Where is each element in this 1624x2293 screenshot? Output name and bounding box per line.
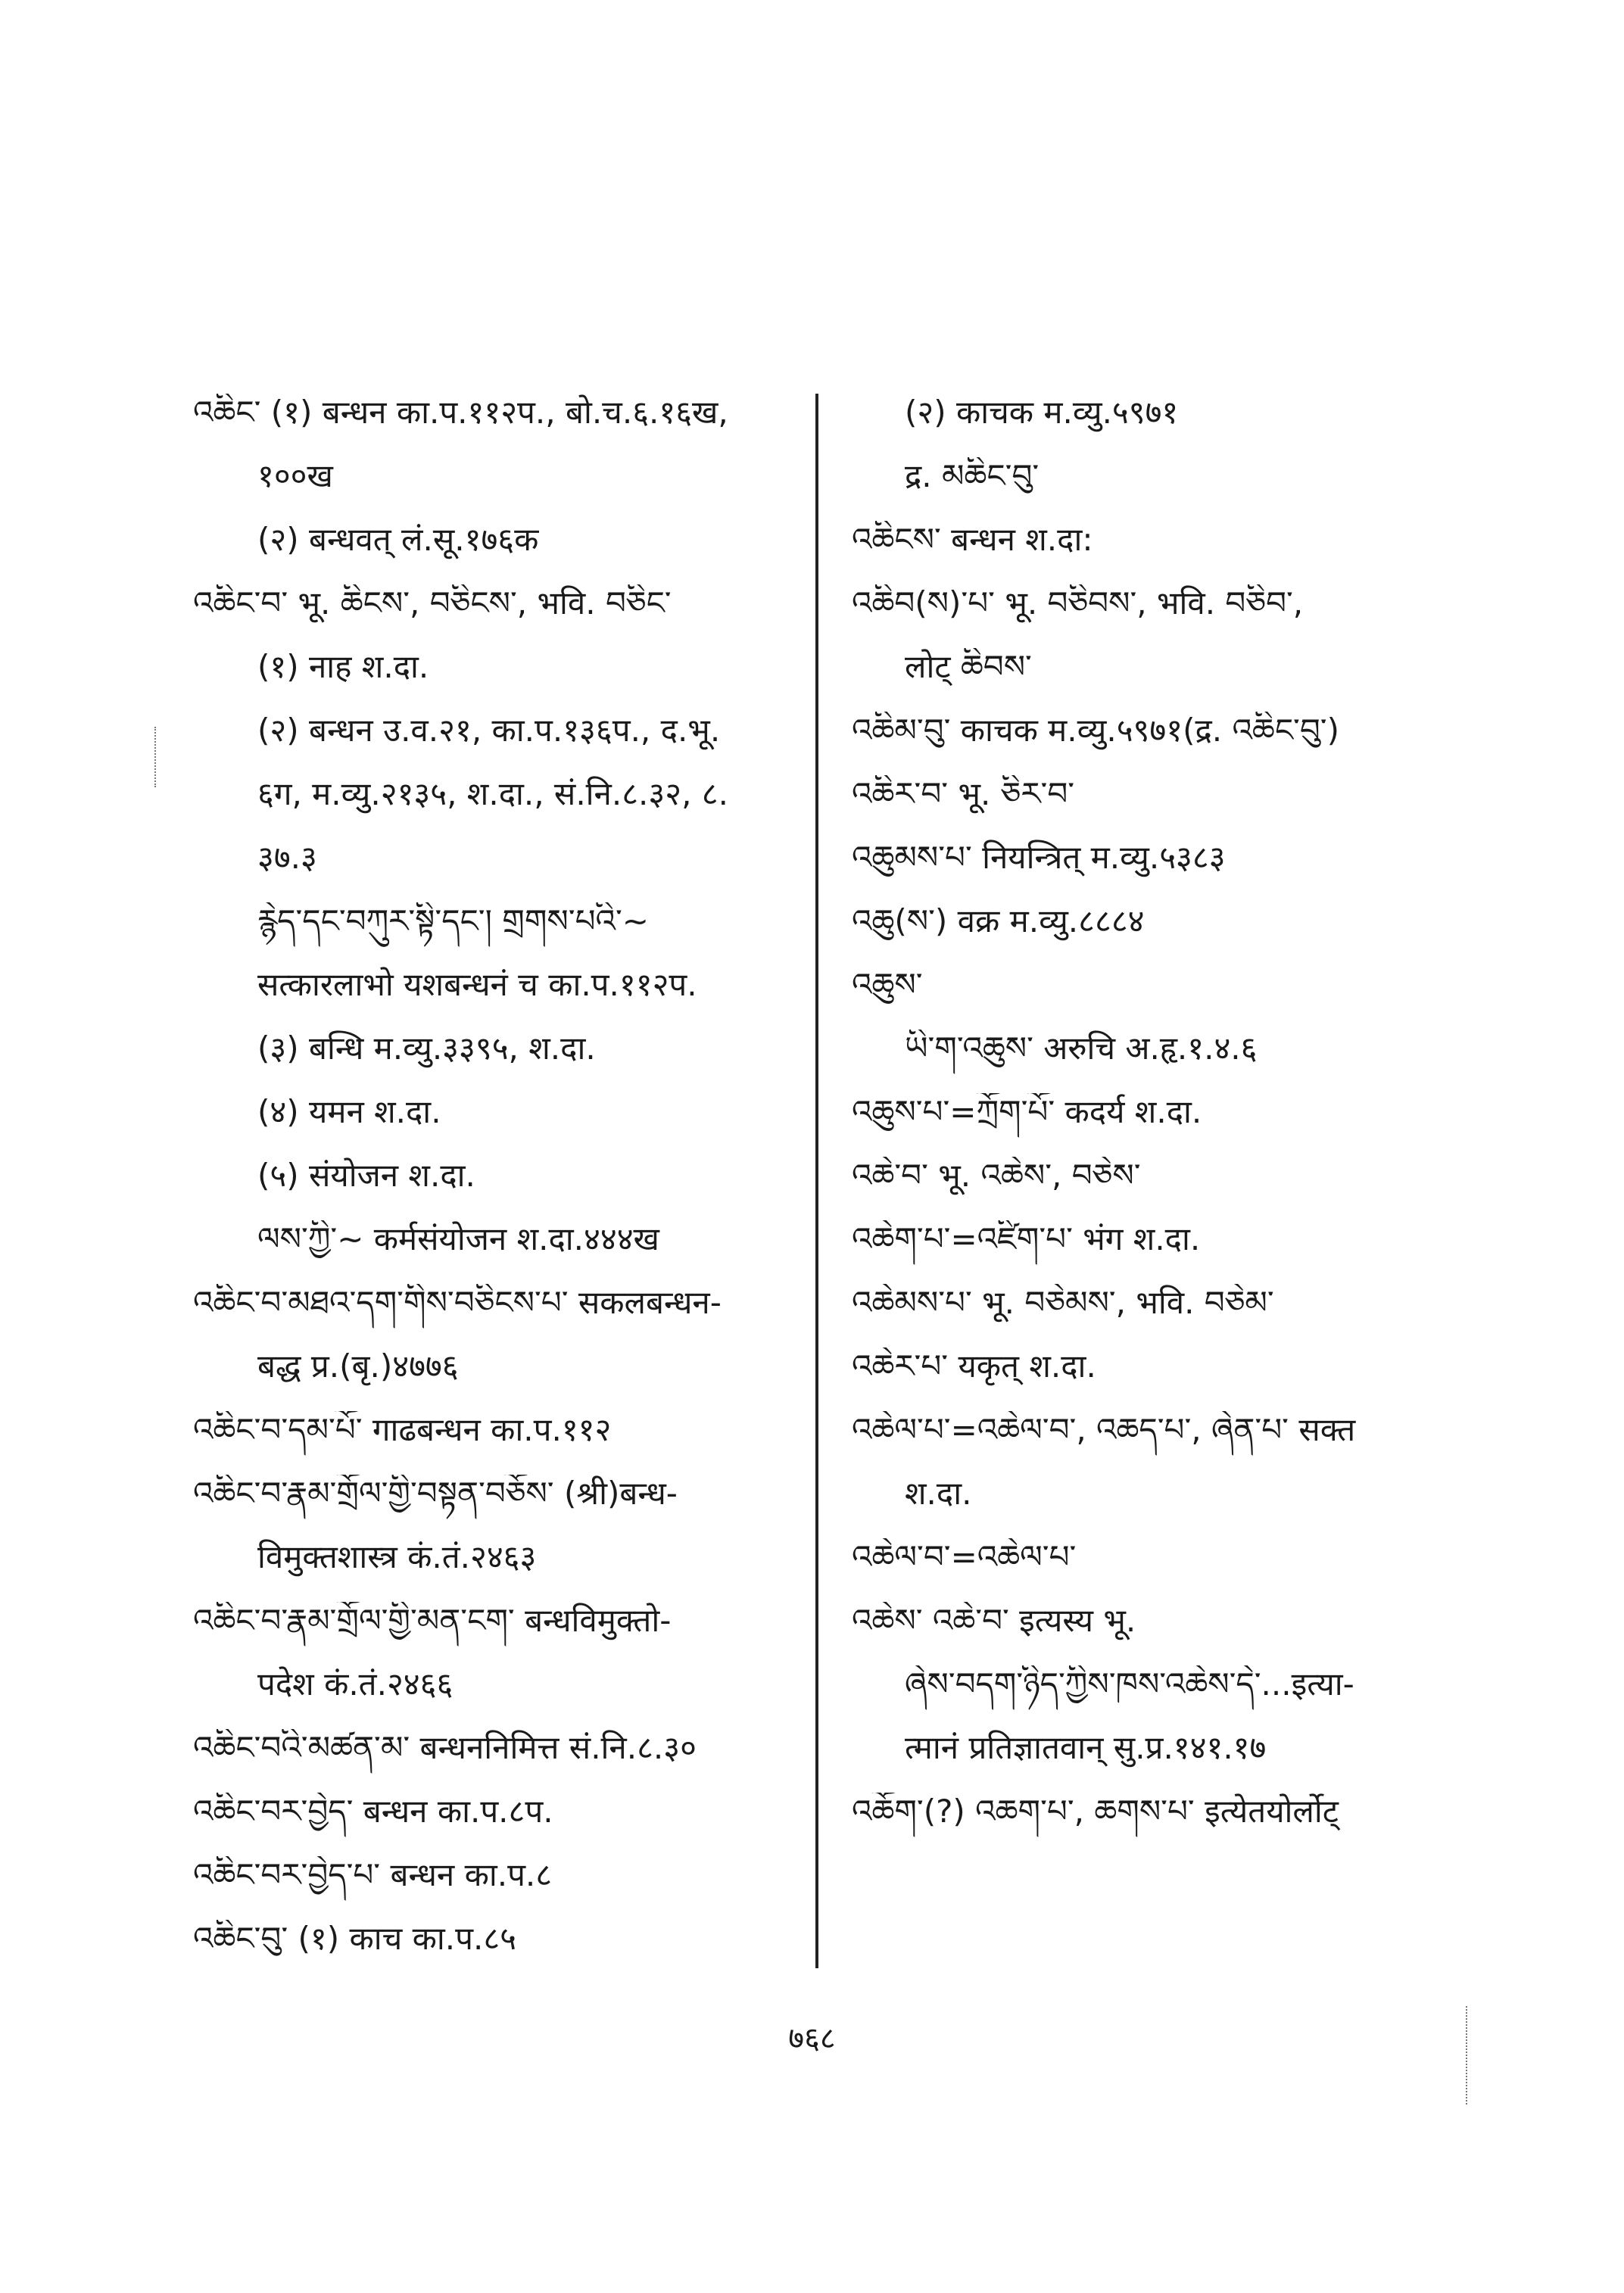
entry-line: (३) बन्धि म.व्यु.३३९५, श.दा. — [257, 1030, 596, 1067]
entry-line: त्मानं प्रतिज्ञातवान् सु.प्र.१४१.१७ — [905, 1729, 1267, 1766]
entry-line: འཆུས་ — [852, 966, 923, 1003]
entry-line: འཆེར་པ་ यकृत् श.दा. — [852, 1347, 1096, 1385]
entry-line: འཆེ་བ་ भू. འཆེས་, བཅེས་ — [852, 1157, 1141, 1194]
entry-line: འཆིང་བ་རྣམ་གྲོལ་གྱི་བསྟན་བཅོས་ (श्री)बन्ध- — [193, 1475, 678, 1512]
right-column — [852, 394, 1457, 1856]
entry-line: འཆིང་བ་རྣམ་གྲོལ་གྱི་མན་ངག་ बन्धविमुक्तो- — [193, 1602, 672, 1639]
entry-line: འཆུ(ས་) वक्र म.व्यु.८८८४ — [852, 902, 1145, 939]
left-column — [193, 394, 814, 1983]
scan-margin-mark — [1466, 2006, 1469, 2105]
entry-line: འཆེས་ འཆེ་བ་ इत्यस्य भू. — [852, 1602, 1136, 1639]
entry-line: འཆིབ(ས)་པ་ भू. བཅིབས་, भवि. བཅིབ་, — [852, 584, 1304, 622]
entry-line: འཆིང་བ་ भू. ཆིངས་, བཅིངས་, भवि. བཅིང་ — [193, 584, 672, 622]
entry-line: (१) नाह श.दा. — [257, 648, 429, 685]
entry-line: सत्कारलाभो यशबन्धनं च का.प.११२प. — [257, 966, 697, 1003]
entry-line: འཆེམས་པ་ भू. བཅེམས་, भवि. བཅེམ་ — [852, 1284, 1274, 1321]
entry-line: འཆེལ་བ་=འཆེལ་པ་ — [852, 1538, 1077, 1575]
entry-line: ६ग, म.व्यु.२१३५, श.दा., सं.नि.८.३२, ८. — [257, 775, 728, 812]
entry-line: འཆིངས་ बन्धन श.दा: — [852, 521, 1093, 558]
entry-line: འཆིང་བར་བྱེད་པ་ बन्धन का.प.८ — [193, 1856, 553, 1893]
entry-line: ཞེས་བདག་ཉིད་ཀྱིས་ཁས་འཆེས་དེ་...इत्या- — [905, 1665, 1354, 1703]
page-number: ७६८ — [788, 2021, 836, 2056]
entry-line: འཆུས་པ་=ཀྲོག་པོ་ कदर्य श.दा. — [852, 1093, 1202, 1130]
entry-line: འཆེག་པ་=འཛིག་པ་ भंग श.दा. — [852, 1220, 1201, 1257]
entry-line: འཆིང་བར་བྱེད་ बन्धन का.प.८प. — [193, 1793, 553, 1830]
entry-line: (४) यमन श.दा. — [257, 1093, 441, 1130]
entry-line: (२) बन्धन उ.व.२१, का.प.१३६प., द.भू. — [257, 712, 721, 749]
entry-line: འཆིང་བ་མཐའ་དག་གིས་བཅིངས་པ་ सकलबन्धन- — [193, 1284, 722, 1321]
entry-line: ३७.३ — [257, 839, 317, 876]
scan-margin-mark — [154, 727, 157, 787]
entry-line: འཆིང་བུ་ (१) काच का.प.८५ — [193, 1920, 516, 1957]
entry-line: འཆིར་བ་ भू. ཅིར་བ་ — [852, 775, 1075, 812]
entry-line: འཆུམས་པ་ नियन्त्रित् म.व्यु.५३८३ — [852, 839, 1226, 876]
entry-line: विमुक्तशास्त्र कं.तं.२४६३ — [257, 1538, 537, 1575]
entry-line: बद्ध प्र.(बृ.)४७७६ — [257, 1347, 459, 1385]
entry-line: (५) संयोजन श.दा. — [257, 1157, 475, 1194]
entry-line: འཆིམ་བུ་ काचक म.व्यु.५९७१(द्र. འཆིང་བུ་) — [852, 712, 1340, 749]
entry-line: ཡི་ག་འཆུས་ अरुचि अ.हृ.१.४.६ — [905, 1030, 1258, 1067]
entry-line: འཆེལ་པ་=འཆེལ་བ་, འཆད་པ་, ཞེན་པ་ सक्त — [852, 1411, 1356, 1448]
entry-line: འཆིང་བའི་མཚན་མ་ बन्धननिमित्त सं.नि.८.३० — [193, 1729, 697, 1766]
entry-line: (२) काचक म.व्यु.५९७१ — [905, 394, 1179, 431]
entry-line: ལས་ཀྱི་~ कर्मसंयोजन श.दा.४४४ख — [257, 1220, 659, 1257]
entry-line: འཆོག་(?) འཆག་པ་, ཆགས་པ་ इत्येतयोर्लोट् — [852, 1793, 1339, 1830]
entry-line: लोट् ཆིབས་ — [905, 648, 1032, 685]
entry-line: द्र. མཆིང་བུ་ — [905, 457, 1040, 494]
entry-line: (२) बन्धवत् लं.सू.१७६क — [257, 521, 539, 558]
entry-line: རྙེད་དང་བཀུར་སྟི་དང་། གྲགས་པའི་~ — [257, 902, 649, 939]
column-divider — [815, 394, 818, 1968]
entry-line: འཆིང་ (१) बन्धन का.प.११२प., बो.च.६.१६ख, — [193, 394, 728, 431]
entry-line: འཆིང་བ་དམ་པོ་ गाढबन्धन का.प.११२ — [193, 1411, 612, 1448]
entry-line: पदेश कं.तं.२४६६ — [257, 1665, 454, 1703]
entry-line: श.दा. — [905, 1475, 972, 1512]
entry-line: १००ख — [257, 457, 333, 494]
